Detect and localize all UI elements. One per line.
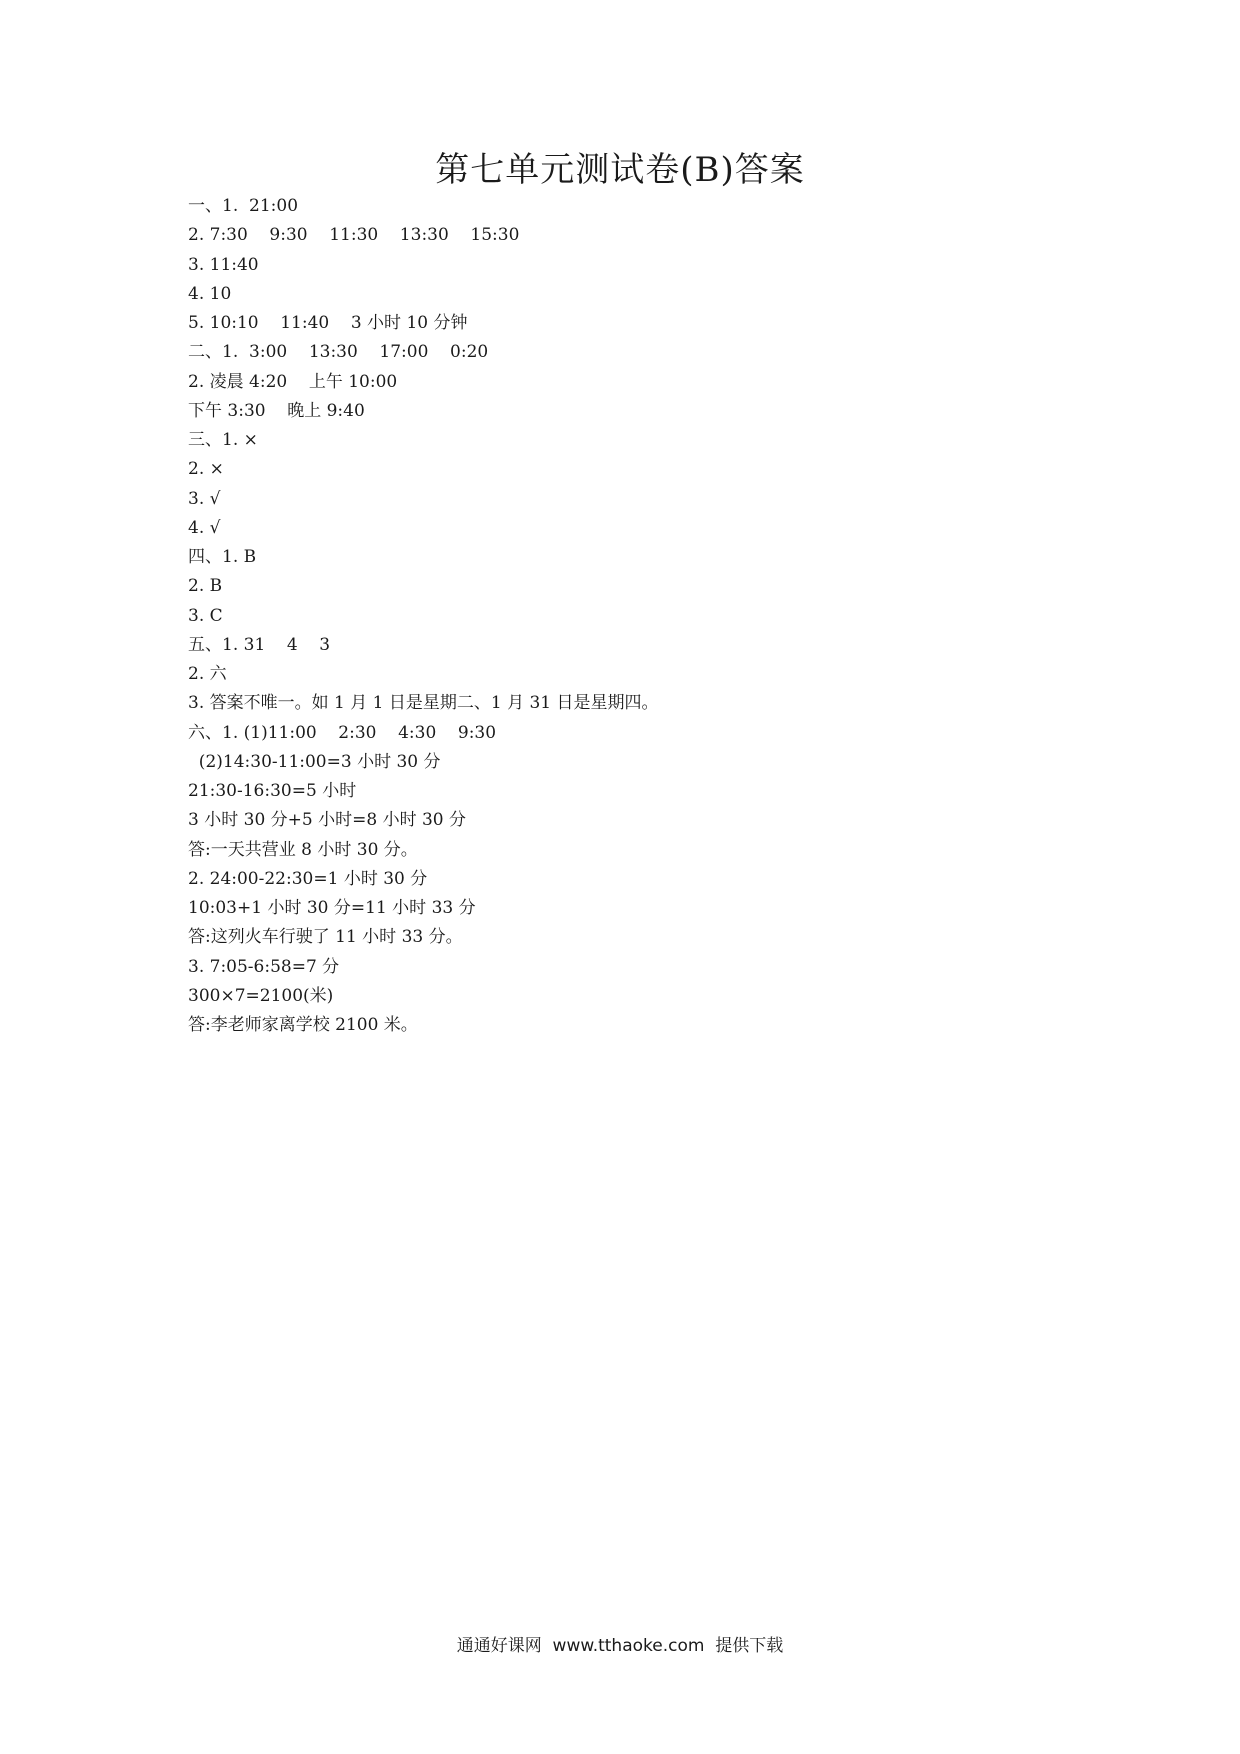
answer-line: 3. 11:40 xyxy=(188,254,259,275)
answer-line: 2. 六 xyxy=(188,664,227,684)
answer-line: 3. √ xyxy=(188,488,221,509)
answer-line: 3 小时 30 分+5 小时=8 小时 30 分 xyxy=(188,810,467,831)
answer-line: 一、1. 21:00 xyxy=(188,196,299,216)
answer-line: 2. 24:00-22:30=1 小时 30 分 xyxy=(188,868,428,889)
answer-line: 三、1. × xyxy=(188,430,258,450)
answer-line: 3. 答案不唯一。如 1 月 1 日是星期二、1 月 31 日是星期四。 xyxy=(188,693,659,714)
answer-line: 下午 3:30 晚上 9:40 xyxy=(188,400,365,421)
answer-line: 5. 10:10 11:40 3 小时 10 分钟 xyxy=(188,313,468,333)
answer-line: 4. √ xyxy=(188,517,221,538)
answer-line: 3. C xyxy=(188,605,223,626)
answer-line: 答:李老师家离学校 2100 米。 xyxy=(188,1015,418,1035)
answer-line: 300×7=2100(米) xyxy=(188,985,334,1006)
answer-line: 答:这列火车行驶了 11 小时 33 分。 xyxy=(188,927,463,948)
answer-line: 2. 7:30 9:30 11:30 13:30 15:30 xyxy=(188,225,520,246)
page-footer: 通通好课网 www.tthaoke.com 提供下载 xyxy=(456,1636,784,1656)
answer-line: 答:一天共营业 8 小时 30 分。 xyxy=(188,839,418,860)
answer-line: 二、1. 3:00 13:30 17:00 0:20 xyxy=(188,342,489,363)
answer-line: 4. 10 xyxy=(188,283,232,304)
answer-line: 21:30-16:30=5 小时 xyxy=(188,781,357,801)
answer-line: 2. 凌晨 4:20 上午 10:00 xyxy=(188,371,398,392)
answer-line: 2. B xyxy=(188,576,223,597)
answer-line: 10:03+1 小时 30 分=11 小时 33 分 xyxy=(188,898,476,918)
answer-line: 四、1. B xyxy=(188,547,257,567)
answer-line: (2)14:30-11:00=3 小时 30 分 xyxy=(188,751,441,772)
answer-line: 3. 7:05-6:58=7 分 xyxy=(188,956,340,977)
answer-line: 六、1. (1)11:00 2:30 4:30 9:30 xyxy=(188,722,497,743)
page-title: 第七单元测试卷(B)答案 xyxy=(435,150,805,190)
answer-line: 五、1. 31 4 3 xyxy=(188,634,331,655)
answer-line: 2. × xyxy=(188,459,224,480)
answer-list xyxy=(188,192,659,1040)
